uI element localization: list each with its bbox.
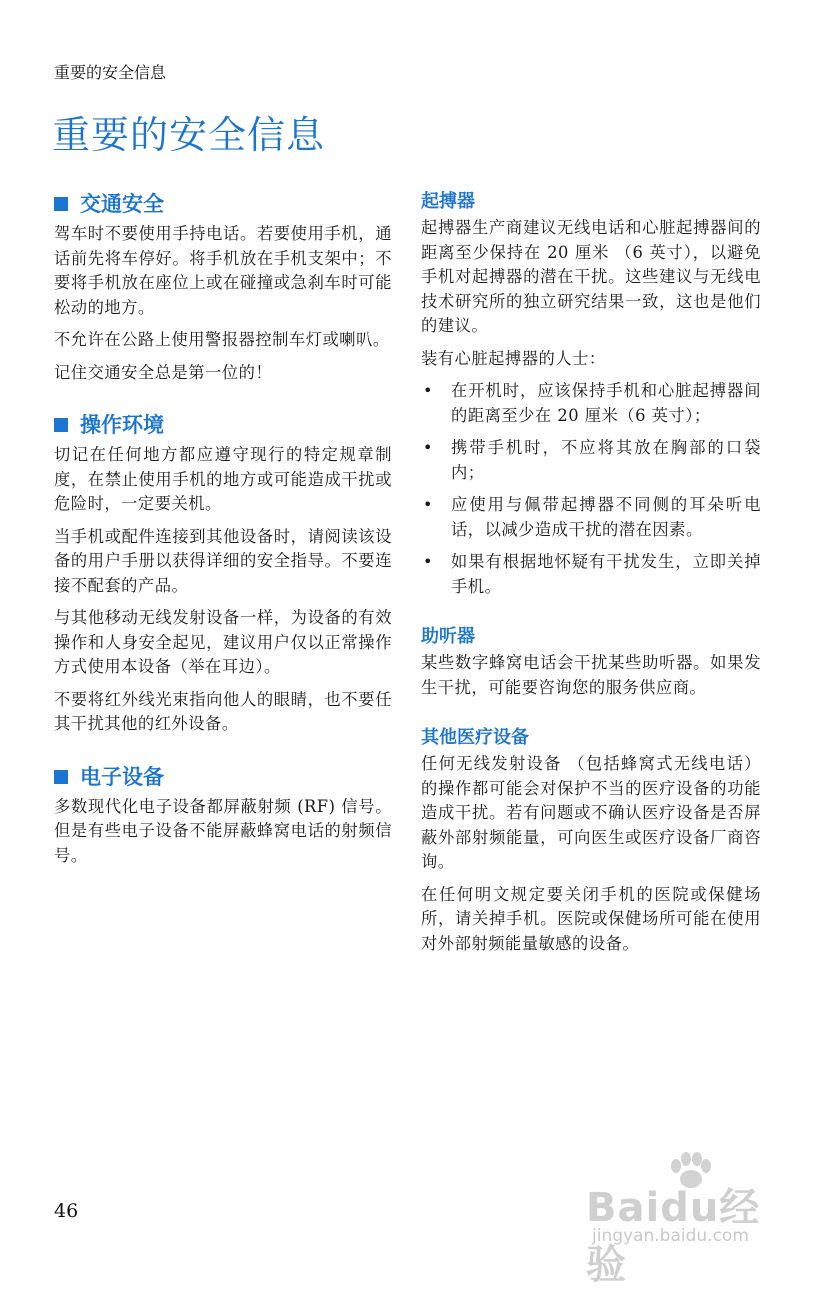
paragraph: 记住交通安全总是第一位的！	[54, 362, 273, 382]
paragraph: 在任何明文规定要关闭手机的医院或保健场所，请关掉手机。医院或保健场所可能在使用对外部射频能量敏感的设备。	[421, 884, 761, 953]
section-pacemaker	[421, 190, 761, 599]
section-heading-text: 电子设备	[80, 764, 164, 789]
bullet-icon: •	[423, 495, 433, 514]
watermark-url: jingyan.baidu.com	[592, 1226, 749, 1246]
section-heading	[54, 411, 392, 439]
section-heading	[54, 763, 392, 791]
list-item	[421, 550, 761, 599]
paragraph: 装有心脏起搏器的人士：	[421, 348, 606, 368]
baidu-watermark	[586, 1152, 786, 1288]
bullet-icon: •	[423, 552, 433, 571]
paragraph: 不要将红外线光束指向他人的眼睛，也不要任其干扰其他的红外设备。	[54, 689, 392, 733]
square-bullet-icon	[54, 197, 68, 211]
section-heading	[54, 190, 392, 218]
subsection-heading: 助听器	[421, 626, 475, 647]
list-item	[421, 379, 761, 428]
list-item-text: 携带手机时，不应将其放在胸部的口袋内；	[451, 438, 761, 482]
bullet-list	[421, 379, 761, 599]
section-heading-text: 交通安全	[80, 192, 164, 216]
section-operating-environment	[54, 411, 392, 737]
list-item	[421, 493, 761, 542]
square-bullet-icon	[54, 770, 68, 784]
left-column	[54, 190, 392, 894]
paragraph: 驾车时不要使用手持电话。若要使用手机，通话前先将车停好。将手机放在手机支架中；不要将手机放在座位上或在碰撞或急刹车时可能松动的地方。	[54, 224, 392, 317]
bullet-icon: •	[423, 381, 433, 400]
paragraph: 某些数字蜂窝电话会干扰某些助听器。如果发生干扰，可能要咨询您的服务供应商。	[421, 653, 761, 697]
bullet-icon: •	[423, 438, 433, 457]
paragraph: 任何无线发射设备 （包括蜂窝式无线电话）的操作都可能会对保护不当的医疗设备的功能造成干扰。若有问题或不确认医疗设备是否屏蔽外部射频能量，可向医生或医疗设备厂商咨询。	[421, 754, 761, 871]
running-header: 重要的安全信息	[54, 63, 167, 82]
list-item	[421, 436, 761, 485]
paragraph: 切记在任何地方都应遵守现行的特定规章制度，在禁止使用手机的地方或可能造成干扰或危险时，一定要关机。	[54, 445, 392, 513]
square-bullet-icon	[54, 418, 68, 432]
subsection-heading: 起搏器	[421, 191, 475, 212]
subsection-heading: 其他医疗设备	[421, 727, 529, 748]
section-heading-text: 操作环境	[80, 413, 164, 437]
section-traffic-safety	[54, 190, 392, 385]
page-title: 重要的安全信息	[52, 113, 326, 157]
section-other-medical-devices	[421, 726, 761, 956]
paragraph: 多数现代化电子设备都屏蔽射频 (RF) 信号。但是有些电子设备不能屏蔽蜂窝电话的射频信号。	[54, 796, 392, 865]
paragraph: 起搏器生产商建议无线电话和心脏起搏器间的距离至少保持在 20 厘米 （6 英寸），以避免手机对起搏器的潜在干扰。这些建议与无线电技术研究所的独立研究结果一致，这也是他们的建议。	[421, 218, 761, 335]
list-item-text: 在开机时，应该保持手机和心脏起搏器间的距离至少在 20 厘米（6 英寸）；	[451, 381, 761, 425]
section-electronic-devices	[54, 763, 392, 869]
list-item-text: 应使用与佩带起搏器不同侧的耳朵听电话，以减少造成干扰的潜在因素。	[451, 495, 761, 539]
list-item-text: 如果有根据地怀疑有干扰发生，立即关掉手机。	[451, 552, 761, 596]
page-number: 46	[54, 1200, 79, 1222]
watermark-brand: Baidu经验	[586, 1185, 761, 1288]
paragraph: 当手机或配件连接到其他设备时，请阅读该设备的用户手册以获得详细的安全指导。不要连接不配套的产品。	[54, 526, 392, 595]
paragraph: 不允许在公路上使用警报器控制车灯或喇叭。	[54, 330, 390, 349]
paragraph: 与其他移动无线发射设备一样，为设备的有效操作和人身安全起见，建议用户仅以正常操作方式使用本设备（举在耳边）。	[54, 608, 392, 676]
section-hearing-aid	[421, 625, 761, 700]
right-column	[421, 190, 761, 982]
